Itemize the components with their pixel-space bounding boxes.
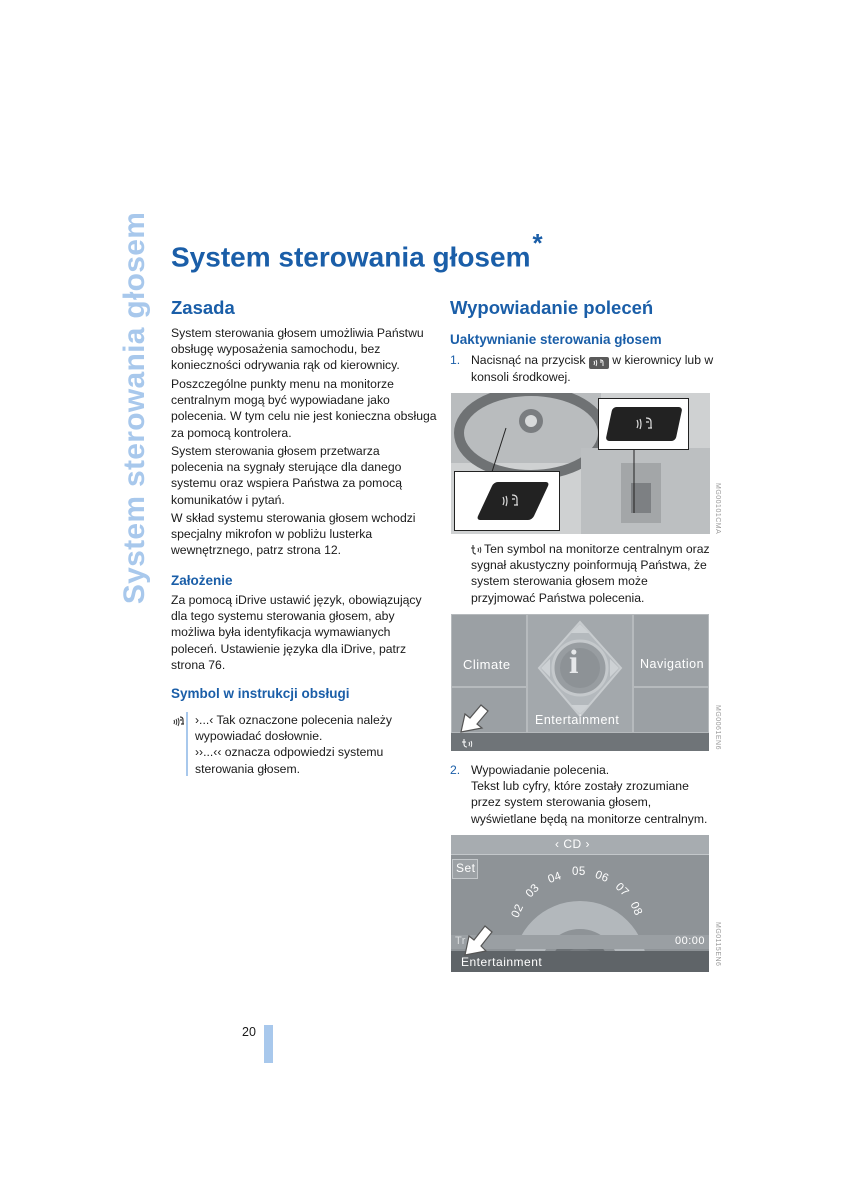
text-line: Za pomocą iDrive ustawić język, obowiązujący [171, 593, 422, 607]
text-line: Poszczególne punkty menu na monitorze [171, 377, 394, 391]
text-line: za pomocą kontrolera. [171, 425, 292, 440]
text-line: W skład systemu sterowania głosem wchodzi [171, 511, 416, 525]
footer-entertainment[interactable]: Entertainment [461, 955, 543, 969]
title-asterisk: * [532, 228, 543, 258]
track-prefix: Tr [455, 935, 466, 947]
text-line: polecenia. W tym celu nie jest konieczna obsługa [171, 409, 437, 424]
menu-navigation[interactable]: Navigation [640, 657, 705, 671]
zasada-heading: Zasada [171, 297, 235, 318]
voice-icon [501, 492, 521, 515]
text-line: obsługę wyposażenia samochodu, bez [171, 342, 381, 357]
track-08[interactable]: 08 [627, 900, 645, 918]
track-03[interactable]: 03 [523, 881, 543, 901]
step-text [471, 762, 707, 827]
wypowiadanie-heading: Wypowiadanie poleceń [450, 297, 654, 318]
step-text [471, 352, 713, 385]
inset-button-top [598, 398, 689, 450]
text-line: wewnętrznego, patrz strona 12. [171, 543, 342, 558]
text-segment: w kierownicy lub w [612, 353, 714, 367]
zalozenie-paragraph [171, 592, 422, 673]
text-line: dla tego systemu sterowania głosem, aby [171, 609, 395, 624]
text-line: poleceń. Ustawienie języka dla iDrive, patrz [171, 641, 407, 656]
inset-button-bottom [454, 471, 560, 531]
menu-cell [451, 614, 527, 687]
track-04[interactable]: 04 [546, 870, 564, 886]
cd-screen-code: MG0115EN6 [714, 922, 721, 967]
pointer-arrow-icon [457, 702, 493, 739]
text-line: Wypowiadanie polecenia. [471, 763, 610, 777]
photo-code: MG00101CMA [714, 483, 721, 535]
menu-cell [633, 614, 709, 687]
text-line: komunikatów i pytań. [171, 492, 285, 507]
text-line: przyjmować Państwa polecenia. [471, 590, 645, 605]
cd-header[interactable]: ‹ CD › [555, 837, 590, 851]
menu-entertainment[interactable]: Entertainment [535, 713, 620, 727]
symbol-note [471, 541, 710, 606]
zalozenie-heading: Założenie [171, 573, 233, 588]
step-1 [450, 352, 720, 386]
text-line: centralnym mogą być wypowiadane jako [171, 393, 390, 408]
time-display: 00:00 [675, 935, 706, 947]
menu-cell [633, 687, 709, 733]
text-line: System sterowania głosem przetwarza [171, 444, 380, 458]
symbol-paragraph [195, 712, 392, 777]
text-line: Ten symbol na monitorze centralnym oraz [484, 542, 710, 556]
step-2 [450, 762, 730, 828]
text-line: polecenia na sygnały sterujące dla danego [171, 460, 402, 475]
track-07[interactable]: 07 [612, 880, 632, 900]
symbol-heading: Symbol w instrukcji obsługi [171, 686, 350, 701]
text-line: ›...‹ Tak oznaczone polecenia należy [195, 713, 392, 727]
text-line: ››...‹‹ oznacza odpowiedzi systemu [195, 745, 384, 760]
paragraph-3 [171, 443, 402, 508]
page-title-text: System sterowania głosem [171, 241, 531, 273]
step-number: 1. [450, 353, 461, 367]
track-05[interactable]: 05 [572, 866, 586, 878]
text-line: wyświetlane będą na monitorze centralnym. [471, 811, 708, 826]
paragraph-2 [171, 376, 437, 441]
page-title [171, 228, 543, 273]
zasada-paragraph [171, 325, 424, 374]
text-line: system sterowania głosem może [471, 574, 648, 589]
text-line [471, 352, 713, 369]
info-icon: i [569, 644, 579, 681]
text-line: Tekst lub cyfry, które zostały zrozumiane [471, 779, 689, 794]
cd-screen [451, 835, 709, 972]
menu-climate[interactable]: Climate [463, 657, 511, 672]
side-title [112, 211, 158, 605]
symbol-bar [186, 712, 188, 776]
set-label: Set [456, 861, 476, 875]
idrive-menu-screen [451, 614, 709, 751]
steering-photo [451, 393, 710, 534]
step-number: 2. [450, 763, 461, 777]
voice-icon [635, 415, 655, 438]
page-number: 20 [242, 1025, 256, 1039]
text-line: konsoli środkowej. [471, 370, 571, 384]
voice-symbol-icon [172, 715, 186, 734]
text-segment: Nacisnąć na przycisk [471, 353, 586, 367]
track-02[interactable]: 02 [509, 902, 527, 920]
uaktywnianie-subheading: Uaktywnianie sterowania głosem [450, 332, 662, 347]
page-marker-bar [264, 1025, 273, 1063]
text-line: przez system sterowania głosem, [471, 795, 652, 810]
text-line: specjalny mikrofon w pobliżu lusterka [171, 527, 373, 542]
text-line: możliwa była identyfikacja wymawianych [171, 625, 391, 640]
text-line: System sterowania głosem umożliwia Państwu [171, 326, 424, 340]
text-line: systemu oraz wspiera Państwa za pomocą [171, 476, 402, 491]
text-line: konieczności odrywania rąk od kierownicy. [171, 358, 400, 373]
voice-active-icon [461, 737, 475, 751]
pointer-arrow-icon [461, 923, 497, 962]
voice-button-icon [589, 357, 609, 369]
paragraph-4 [171, 510, 416, 559]
text-line: wypowiadać dosłownie. [195, 729, 323, 744]
menu-screen-code: MG0061EN6 [714, 705, 721, 750]
track-06[interactable]: 06 [593, 868, 611, 886]
text-line: sygnał akustyczny poinformują Państwa, że [471, 558, 707, 573]
text-line: sterowania głosem. [195, 761, 300, 776]
side-title-text: System sterowania głosem [118, 211, 152, 605]
text-line: strona 76. [171, 657, 226, 672]
